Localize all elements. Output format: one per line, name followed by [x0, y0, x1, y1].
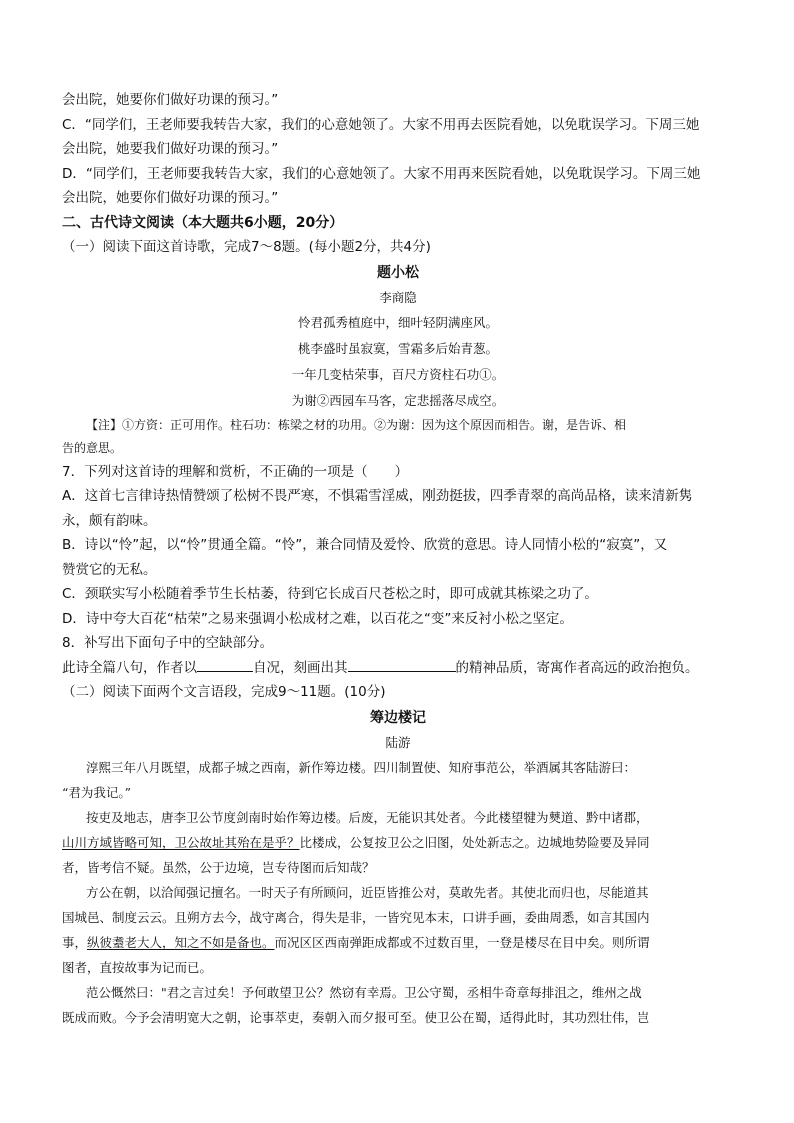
q8-blank-2[interactable] [348, 657, 456, 672]
essay-para3: 方公在朝，以洽闻强记擅名。一时天子有所顾问，近臣皆推公对，莫敢先者。其使北而归也，尽能道其 [86, 884, 649, 900]
part1-instruction: （一）阅读下面这首诗歌，完成7～8题。(每小题2分，共4分) [62, 239, 431, 255]
essay-para1: 淳熙三年八月既望，成都子城之西南，新作筹边楼。四川制置使、知府事范公，举酒属其客陆游曰： [86, 759, 637, 775]
q8-text-3: 的精神品质，寄寓作者高远的政治抱负。 [455, 659, 699, 676]
poem-line: 一年几变枯荣事，百尺方资柱石功①。 [291, 366, 505, 382]
option-d-line1: D．“同学们，王老师要我转告大家，我们的心意她领了。大家不用再来医院看她，以免耽误学习。下周三她 [62, 165, 701, 182]
option-b-tail: 会出院，她要你们做好功课的预习。” [62, 92, 279, 108]
essay-para3-cont: 国城邑、制度云云。且朔方去今，战守离合，得失是非，一皆究见本末，口讲手画，委曲周悉，如言其国内 [62, 909, 650, 925]
q8-fill-line [62, 656, 734, 681]
q7-option-b: B．诗以“怜”起，以“怜”贯通全篇。“怜”，兼合同情及爱怜、欣赏的意思。诗人同情小松的“寂寞”，又 [62, 537, 668, 553]
option-c-line1: C．“同学们，王老师要我转告大家，我们的心意她领了。大家不用再去医院看她，以免耽误学习。下周三她 [62, 116, 700, 133]
poem-note: 【注】①方资：正可用作。柱石功：栋梁之材的功用。②为谢：因为这个原因而相告。谢，是告诉、相 [86, 417, 627, 432]
section-heading: 二、古代诗文阅读（本大题共6小题，20分） [62, 214, 344, 231]
part2-instruction: （二）阅读下面两个文言语段，完成9～11题。(10分) [62, 684, 386, 700]
q7-option-a-cont: 永，颇有韵味。 [62, 512, 157, 529]
underlined-sentence: 纵彼耋老大人，知之不如是备也。 [87, 934, 275, 950]
option-d-line2: 会出院，她要你们做好功课的预习。” [62, 190, 279, 206]
q7-option-a: A．这首七言律诗热情赞颂了松树不畏严寒，不惧霜雪淫威，刚劲挺拔，四季青翠的高尚品格，读来清新隽 [62, 488, 693, 504]
essay-para4: 范公慨然曰："君之言过矣！予何敢望卫公？然窃有幸焉。卫公守蜀，丞相牛奇章每排沮之，维州之战 [86, 984, 642, 1000]
essay-author: 陆游 [385, 734, 411, 750]
q8-blank-1[interactable] [197, 657, 253, 672]
poem-line: 怜君孤秀植庭中，细叶轻阴满座风。 [297, 314, 498, 330]
q7-stem: 7．下列对这首诗的理解和赏析，不正确的一项是（ ） [62, 463, 409, 480]
essay-title: 筹边楼记 [370, 709, 426, 726]
essay-para1-cont: “君为我记。” [62, 784, 132, 800]
q7-option-c: C．颈联实写小松随着季节生长枯萎，待到它长成百尺苍松之时，即可成就其栋梁之功了。 [62, 586, 598, 602]
poem-line: 桃李盛时虽寂寞，雪霜多后始青葱。 [297, 340, 498, 356]
q8-stem: 8．补写出下面句子中的空缺部分。 [62, 635, 274, 651]
underlined-sentence: 山川方域皆略可知，卫公故址其殆在是乎？ [62, 834, 300, 850]
q8-text-1: 此诗全篇八句，作者以 [62, 659, 197, 676]
poem-line: 为谢②西园车马客，定悲摇落尽成空。 [291, 392, 505, 408]
q7-option-b-cont: 赞赏它的无私。 [62, 561, 157, 578]
q8-text-2: 自况，刻画出其 [253, 659, 348, 676]
essay-para2-cont: 山川方域皆略可知，卫公故址其殆在是乎？比楼成，公复按卫公之旧图，处处新志之。边城地势险要及异同 [62, 834, 650, 850]
poem-author: 李商隐 [379, 289, 417, 305]
essay-para2: 按吏及地志，唐李卫公节度剑南时始作筹边楼。后废，无能识其处者。今此楼望犍为僰道、黔中诸郡， [86, 809, 649, 825]
poem-title: 题小松 [377, 264, 419, 281]
q7-option-d: D．诗中夸大百花“枯荣”之易来强调小松成材之难，以百花之“变”来反衬小松之坚定。 [62, 610, 573, 627]
essay-para3-cont: 图者，直按故事为记而已。 [62, 959, 213, 975]
essay-para4-cont: 既成而败。今予会清明宽大之朝，论事萃吏，奏朝入而夕报可至。使卫公在蜀，适得此时，其功烈壮伟，岂 [62, 1009, 650, 1025]
essay-para2-cont: 者，皆考信不疑。虽然，公于边境，岂专待图而后知哉？ [62, 859, 375, 875]
essay-para3-cont: 事，纵彼耋老大人，知之不如是备也。而况区区西南弹距成都或不过数百里，一登是楼尽在目中矣。则所谓 [62, 934, 650, 950]
option-c-line2: 会出院，她要我们做好功课的预习。” [62, 141, 279, 157]
poem-note-cont: 告的意思。 [62, 440, 123, 455]
exam-page [62, 88, 734, 1030]
